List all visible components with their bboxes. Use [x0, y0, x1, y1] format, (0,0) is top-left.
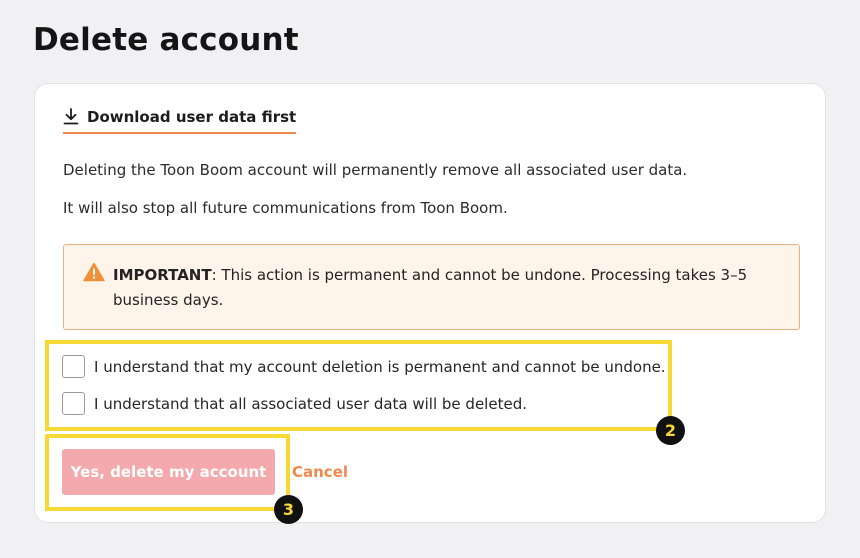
warning-label: IMPORTANT [113, 266, 212, 284]
important-warning-box [63, 244, 800, 330]
warning-triangle-icon [83, 262, 105, 282]
page-title: Delete account [33, 22, 299, 58]
confirm-permanent-label[interactable]: I understand that my account deletion is permanent and cannot be undone. [94, 357, 666, 376]
annotation-highlight-checkboxes [45, 340, 672, 431]
download-user-data-link[interactable] [63, 108, 296, 134]
confirm-data-deleted-label[interactable]: I understand that all associated user data will be deleted. [94, 394, 527, 413]
annotation-badge-2: 2 [656, 416, 685, 445]
description-line-2: It will also stop all future communications from Toon Boom. [63, 199, 508, 217]
cancel-link[interactable]: Cancel [292, 463, 349, 481]
delete-account-button[interactable]: Yes, delete my account [62, 449, 275, 495]
warning-text: : This action is permanent and cannot be undone. Processing takes 3–5 business days. [113, 266, 748, 309]
annotation-badge-3: 3 [274, 495, 303, 524]
download-icon [63, 108, 79, 126]
annotation-highlight-delete-button [45, 434, 290, 511]
description-line-1: Deleting the Toon Boom account will permanently remove all associated user data. [63, 161, 688, 179]
download-link-label: Download user data first [87, 108, 297, 126]
